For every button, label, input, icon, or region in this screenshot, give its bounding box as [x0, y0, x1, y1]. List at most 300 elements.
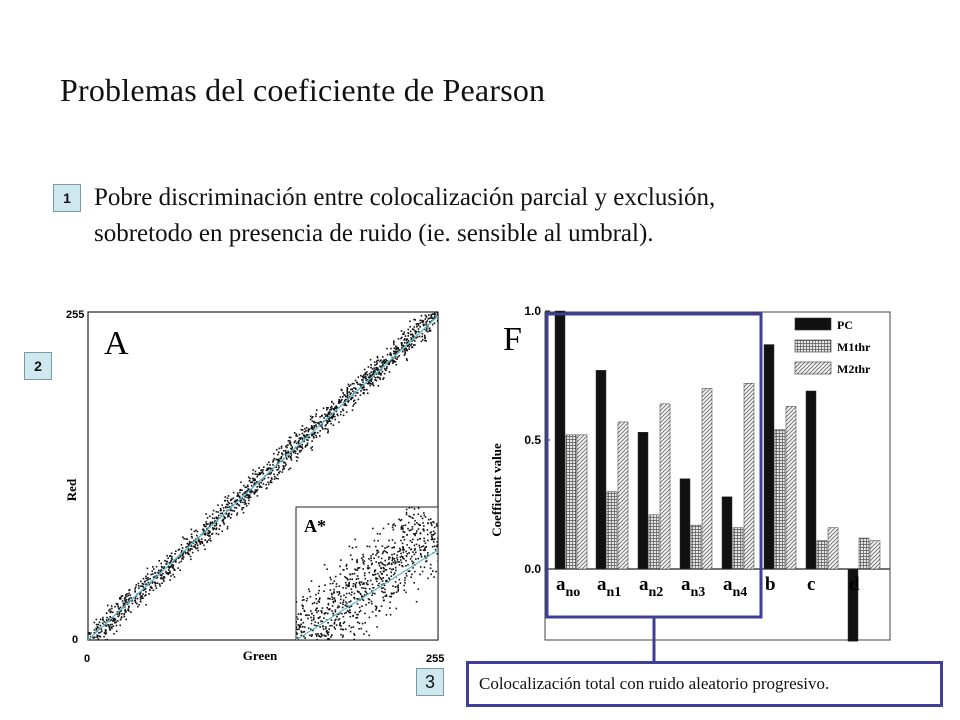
scatter-point [158, 560, 160, 562]
scatter-point [382, 356, 384, 358]
scatter-point [350, 384, 352, 386]
scatter-point [128, 590, 130, 592]
scatter-point [164, 566, 166, 568]
scatter-point [170, 575, 172, 577]
inset-point [297, 633, 299, 635]
inset-point [439, 529, 441, 531]
inset-point [445, 535, 447, 537]
scatter-point [437, 312, 439, 314]
scatter-point [340, 401, 342, 403]
inset-point [410, 516, 412, 518]
inset-point [424, 515, 426, 517]
inset-point [345, 587, 347, 589]
inset-point [376, 550, 378, 552]
scatter-point [200, 543, 202, 545]
scatter-point [195, 530, 197, 532]
scatter-point [402, 345, 404, 347]
inset-point [432, 570, 434, 572]
inset-point [391, 554, 393, 556]
scatter-point [97, 645, 99, 647]
inset-point [394, 558, 396, 560]
scatter-point [242, 502, 244, 504]
scatter-point [214, 518, 216, 520]
inset-point [366, 631, 368, 633]
inset-point [385, 565, 387, 567]
scatter-point [323, 407, 325, 409]
inset-point [365, 588, 367, 590]
inset-point [371, 563, 373, 565]
scatter-point [152, 573, 154, 575]
panel-label-a: A [104, 325, 129, 362]
inset-point [358, 628, 360, 630]
inset-point [439, 536, 441, 538]
scatter-point [346, 387, 348, 389]
scatter-point [393, 353, 395, 355]
scatter-point [330, 420, 332, 422]
scatter-point [380, 379, 382, 381]
inset-point [431, 534, 433, 536]
scatter-point [140, 599, 142, 601]
scatter-point [422, 333, 424, 335]
scatter-point [138, 604, 140, 606]
inset-point [416, 544, 418, 546]
scatter-point [358, 399, 360, 401]
bar-M1thr-3 [691, 525, 701, 569]
scatter-point [411, 334, 413, 336]
inset-point [354, 598, 356, 600]
inset-point [439, 550, 441, 552]
scatter-point [418, 331, 420, 333]
inset-point [411, 548, 413, 550]
scatter-point [196, 542, 198, 544]
scatter-point [163, 580, 165, 582]
inset-point [316, 612, 318, 614]
scatter-point [416, 324, 418, 326]
inset-point [406, 575, 408, 577]
scatter-point [208, 539, 210, 541]
scatter-point [393, 342, 395, 344]
scatter-point [100, 619, 102, 621]
scatter-point [236, 514, 238, 516]
inset-point [422, 522, 424, 524]
inset-point [322, 625, 324, 627]
inset-point [354, 569, 356, 571]
scatter-point [142, 593, 144, 595]
scatter-point [328, 419, 330, 421]
scatter-point [304, 435, 306, 437]
inset-point [441, 531, 443, 533]
scatter-point [296, 443, 298, 445]
inset-point [310, 617, 312, 619]
inset-point [361, 581, 363, 583]
scatter-point [419, 336, 421, 338]
inset-point [427, 534, 429, 536]
scatter-point [234, 510, 236, 512]
scatter-point [377, 360, 379, 362]
scatter-point [251, 485, 253, 487]
inset-point [302, 596, 304, 598]
scatter-point [428, 318, 430, 320]
scatter-point [421, 341, 423, 343]
scatter-point [417, 336, 419, 338]
scatter-point [134, 591, 136, 593]
scatter-point [144, 581, 146, 583]
inset-point [373, 558, 375, 560]
inset-point [392, 557, 394, 559]
scatter-point [382, 371, 384, 373]
scatter-point [352, 409, 354, 411]
scatter-point [94, 643, 96, 645]
scatter-point [340, 396, 342, 398]
scatter-point [398, 349, 400, 351]
scatter-point [259, 483, 261, 485]
scatter-point [110, 612, 112, 614]
scatter-point [425, 322, 427, 324]
scatter-point [421, 315, 423, 317]
inset-point [394, 542, 396, 544]
inset-point [394, 572, 396, 574]
scatter-point [414, 330, 416, 332]
scatter-point [195, 548, 197, 550]
scatter-point [197, 545, 199, 547]
inset-point [382, 577, 384, 579]
scatter-point [203, 524, 205, 526]
inset-point [395, 586, 397, 588]
inset-point [322, 645, 324, 647]
bar-M2thr-3 [702, 388, 712, 569]
scatter-point [292, 446, 294, 448]
scatter-point [365, 379, 367, 381]
inset-point [343, 595, 345, 597]
scatter-point [405, 335, 407, 337]
inset-point [423, 530, 425, 532]
scatter-point [106, 617, 108, 619]
scatter-point [82, 633, 84, 635]
scatter-point [125, 602, 127, 604]
scatter-point [244, 502, 246, 504]
scatter-point [190, 548, 192, 550]
scatter-point [299, 434, 301, 436]
inset-point [323, 617, 325, 619]
inset-point [395, 525, 397, 527]
scatter-point [300, 429, 302, 431]
scatter-point [359, 384, 361, 386]
scatter-point [233, 492, 235, 494]
inset-point [327, 622, 329, 624]
inset-point [307, 618, 309, 620]
scatter-point [338, 421, 340, 423]
inset-point [403, 552, 405, 554]
inset-point [326, 658, 328, 660]
inset-point [301, 631, 303, 633]
scatter-point [356, 382, 358, 384]
scatter-point [350, 389, 352, 391]
scatter-point [262, 469, 264, 471]
scatter-point [194, 546, 196, 548]
scatter-point [424, 335, 426, 337]
inset-point [342, 587, 344, 589]
inset-point [347, 578, 349, 580]
scatter-point [212, 529, 214, 531]
scatter-point [94, 629, 96, 631]
inset-point [369, 546, 371, 548]
inset-point [357, 590, 359, 592]
scatter-point [421, 320, 423, 322]
inset-point [342, 629, 344, 631]
scatter-point [167, 557, 169, 559]
inset-point [436, 525, 438, 527]
slide-title: Problemas del coeficiente de Pearson [60, 72, 546, 108]
scatter-point [362, 388, 364, 390]
inset-point [372, 611, 374, 613]
inset-point [335, 611, 337, 613]
scatter-point [374, 371, 376, 373]
scatter-point [181, 544, 183, 546]
inset-point [323, 641, 325, 643]
inset-point [402, 549, 404, 551]
inset-point [414, 548, 416, 550]
inset-point [442, 549, 444, 551]
inset-point [373, 574, 375, 576]
scatter-point [201, 538, 203, 540]
inset-point [439, 545, 441, 547]
scatter-point [202, 529, 204, 531]
scatter-point [357, 384, 359, 386]
inset-point [447, 542, 449, 544]
inset-point [380, 562, 382, 564]
inset-point [428, 522, 430, 524]
inset-point [376, 606, 378, 608]
scatter-point [415, 333, 417, 335]
inset-point [442, 551, 444, 553]
inset-point [395, 581, 397, 583]
inset-point [354, 593, 356, 595]
scatter-point [376, 364, 378, 366]
inset-point [418, 528, 420, 530]
scatter-point [382, 378, 384, 380]
inset-point [401, 562, 403, 564]
scatter-point [239, 505, 241, 507]
scatter-point [211, 533, 213, 535]
inset-point [425, 547, 427, 549]
inset-point [300, 613, 302, 615]
inset-point [367, 580, 369, 582]
inset-point [410, 540, 412, 542]
scatter-point [188, 544, 190, 546]
inset-point [302, 600, 304, 602]
inset-point [336, 591, 338, 593]
inset-point [296, 616, 298, 618]
scatter-point [243, 499, 245, 501]
scatter-point [376, 368, 378, 370]
scatter-point [202, 542, 204, 544]
inset-point [375, 546, 377, 548]
legend-label-M2thr: M2thr [837, 362, 871, 376]
inset-point [369, 599, 371, 601]
scatter-point [271, 472, 273, 474]
scatter-point [337, 415, 339, 417]
inset-point [392, 558, 394, 560]
y-tick-label: 0.0 [524, 562, 541, 576]
scatter-point [330, 417, 332, 419]
inset-point [436, 546, 438, 548]
scatter-point [124, 616, 126, 618]
scatter-point [102, 623, 104, 625]
bar-M1thr-2 [649, 515, 659, 569]
inset-point [316, 650, 318, 652]
scatter-point [424, 340, 426, 342]
inset-point [350, 616, 352, 618]
inset-point [384, 550, 386, 552]
scatter-point [395, 349, 397, 351]
inset-point [320, 636, 322, 638]
scatter-point [393, 351, 395, 353]
scatter-point [286, 458, 288, 460]
scatter-point [358, 376, 360, 378]
inset-point [328, 604, 330, 606]
scatter-point [261, 487, 263, 489]
inset-point [437, 544, 439, 546]
scatter-point [221, 504, 223, 506]
inset-point [370, 580, 372, 582]
scatter-point [153, 568, 155, 570]
scatter-point [209, 516, 211, 518]
scatter-point [297, 453, 299, 455]
scatter-point [297, 457, 299, 459]
scatter-point [171, 558, 173, 560]
bar-M1thr-5 [775, 430, 785, 569]
inset-point [299, 643, 301, 645]
inset-point [391, 593, 393, 595]
inset-point [332, 583, 334, 585]
inset-point [415, 552, 417, 554]
inset-point [390, 614, 392, 616]
inset-point [363, 587, 365, 589]
scatter-point [204, 526, 206, 528]
inset-point [342, 636, 344, 638]
scatter-point [159, 583, 161, 585]
inset-point [395, 562, 397, 564]
inset-point [358, 578, 360, 580]
scatter-point [102, 619, 104, 621]
scatter-point [88, 632, 90, 634]
scatter-point [267, 482, 269, 484]
scatter-point [145, 576, 147, 578]
inset-point [304, 626, 306, 628]
bar-M2thr-5 [786, 406, 796, 569]
inset-point [336, 586, 338, 588]
scatter-point [354, 400, 356, 402]
scatter-point [343, 415, 345, 417]
scatter-point [302, 448, 304, 450]
inset-point [324, 613, 326, 615]
inset-point [401, 519, 403, 521]
scatter-point [185, 553, 187, 555]
scatter-point [409, 321, 411, 323]
scatter-point [204, 539, 206, 541]
scatter-point [202, 541, 204, 543]
scatter-point [207, 517, 209, 519]
inset-point [396, 591, 398, 593]
scatter-point [390, 348, 392, 350]
inset-point [378, 556, 380, 558]
inset-point [391, 560, 393, 562]
inset-point [334, 580, 336, 582]
inset-point [432, 539, 434, 541]
scatter-point [378, 385, 380, 387]
inset-point [435, 549, 437, 551]
inset-point [384, 589, 386, 591]
inset-point [430, 574, 432, 576]
inset-point [412, 526, 414, 528]
inset-point [329, 646, 331, 648]
inset-point [368, 635, 370, 637]
scatter-point [161, 566, 163, 568]
inset-point [326, 631, 328, 633]
scatter-point [248, 500, 250, 502]
inset-point [391, 563, 393, 565]
scatter-point [220, 508, 222, 510]
inset-point [397, 561, 399, 563]
inset-point [345, 597, 347, 599]
scatter-point [404, 349, 406, 351]
scatter-point [304, 428, 306, 430]
scatter-point [338, 402, 340, 404]
inset-point [382, 545, 384, 547]
inset-point [340, 634, 342, 636]
inset-point [346, 568, 348, 570]
scatter-point [89, 634, 91, 636]
scatter-point [362, 379, 364, 381]
inset-point [370, 560, 372, 562]
category-label: $a_{no}$ [556, 574, 581, 600]
scatter-point [196, 543, 198, 545]
inset-point [346, 564, 348, 566]
inset-point [372, 584, 374, 586]
scatter-point [392, 359, 394, 361]
scatter-point [169, 571, 171, 573]
inset-point [355, 644, 357, 646]
scatter-point [270, 482, 272, 484]
scatter-point [248, 503, 250, 505]
inset-point [413, 514, 415, 516]
inset-point [423, 512, 425, 514]
scatter-point [179, 562, 181, 564]
bar-M2thr-0 [577, 435, 587, 569]
scatter-point [321, 415, 323, 417]
scatter-point [316, 437, 318, 439]
scatter-point [215, 525, 217, 527]
scatter-point [313, 421, 315, 423]
scatter-point [239, 489, 241, 491]
inset-point [336, 616, 338, 618]
inset-point [367, 565, 369, 567]
scatter-point [172, 566, 174, 568]
inset-point [310, 596, 312, 598]
inset-point [354, 612, 356, 614]
scatter-point [285, 453, 287, 455]
inset-point [308, 589, 310, 591]
inset-point [349, 625, 351, 627]
inset-point [368, 558, 370, 560]
scatter-point [311, 440, 313, 442]
scatter-point [241, 509, 243, 511]
inset-point [431, 523, 433, 525]
scatter-point [396, 351, 398, 353]
inset-point [315, 594, 317, 596]
inset-point [406, 555, 408, 557]
inset-point [399, 564, 401, 566]
